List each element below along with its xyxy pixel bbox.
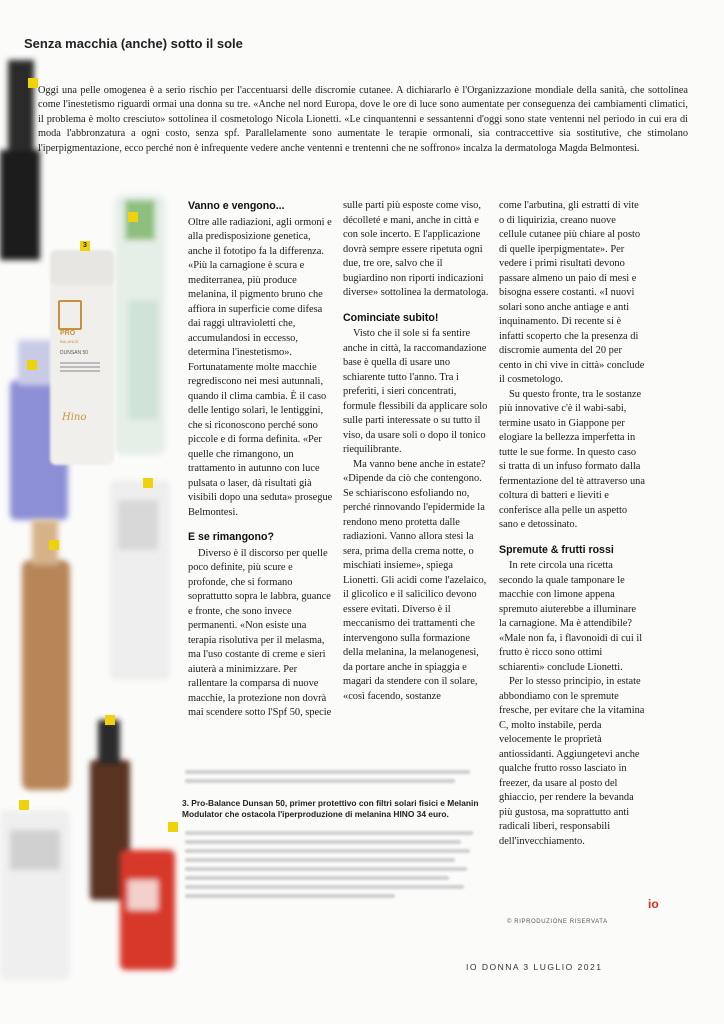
paragraph: come l'arbutina, gli estratti di vite o di liquirizia, creano nuove cellule cutanee più chiare al posto di quelle iperpigmentate». Per vedere i primi risultati devono passare almeno un paio di mesi e bisogna essere costanti. «I nuovi solari sono anche antiage e anti inquinamento. Di recente si è infatti scoperto che la presenza di discromie aumenta del 20 per cento in chi vive in città» conclude il cosmetologo. — [499, 200, 645, 385]
column-2 — [343, 199, 490, 704]
heading-cominciate-subito: Cominciate subito! — [343, 311, 439, 324]
paragraph: Oltre alle radiazioni, agli ormoni e alla predisposizione genetica, anche il fototipo fa la differenza. «Più la carnagione è scura e mediterranea, più produce melanina, il pigmento bruno che affiora in superficie come difesa dai raggi ultravioletti che, accumulandosi in eccesso, determina l'inestetismo». Fortunatamente molte macchie regrediscono nei mesi autunnali, quando il clima cambia. È il caso delle lentigo solari, le lentiggini, che si riconoscono perché sono piccole e di forma definita. «Per quelle che rimangono, un trattamento in autunno con luce pulsata o laser, dà risultati già visibili dopo una seduta» prosegue Belmontesi. — [188, 216, 333, 518]
product-badge — [128, 212, 138, 222]
product-badge — [105, 715, 115, 725]
product-script: Hino — [62, 412, 87, 423]
paragraph: sulle parti più esposte come viso, décolleté e mani, anche in città e con sole incerto. E l'applicazione dovrà sempre essere ripetuta ogni due, tre ore, salvo che il bugiardino non riporti indicazioni diverse» sottolinea la dermatologa. — [343, 200, 489, 298]
paragraph: Su questo fronte, tra le sostanze più innovative c'è il wabi-sabi, termine usato in Giappone per elogiare la bellezza imperfetta in tutte le sue forme. In questo caso si tratta di un infuso formato dalla fermentazione del tè attraverso una coltura di batteri e lieviti e conferisce alla pelle un aspetto sano e detossinato. — [499, 388, 645, 530]
featured-product-label — [50, 288, 114, 458]
blurred-caption-block — [185, 826, 485, 916]
product-number-badge: 3 — [80, 241, 90, 251]
product-badge — [168, 822, 178, 832]
heading-e-se-rimangono: E se rimangono? — [188, 531, 274, 543]
page-footer: IO DONNA 3 LUGLIO 2021 — [466, 962, 603, 972]
rights-notice: © RIPRODUZIONE RISERVATA — [507, 919, 608, 925]
paragraph: Per lo stesso principio, in estate abbondiamo con le spremute fresche, per evitare che la vitamina C, molto instabile, perda velocemente le proprietà antiossidanti. Aggiungetevi anche qualche frutto rosso lasciato in freezer, da usare al posto del ghiaccio, per rendere la bevanda più gustosa, ma soprattutto anti radicali liberi, responsabili dell'invecchiamento. — [499, 676, 645, 847]
io-logo: io — [648, 897, 659, 911]
intro-paragraph: Oggi una pelle omogenea è a serio rischio per l'accentuarsi delle discromie cutanee. A dichiararlo è l'Organizzazione mondiale della sanità, che sottolinea come l'inestetismo riguardi ormai una donna su tre. «Anche nel nord Europa, dove le ore di luce sono aumentate per conseguenza dei cambiamenti climatici, il problema è molto cresciuto» sottolinea il cosmetologo Nicola Lionetti. «Le cinquantenni e sessantenni d'oggi sono state ventenni nel periodo in cui era di moda l'abbronzatura a ogni costo, senza spf. Parallelamente sono aumentate le terapie ormonali, sia contraccettive sia sostitutive, che stimolano l'iperpigmentazione, ecco perché non è infrequente vedere anche ventenni e trentenni che ne soffrono» incalza la dermatologa Magda Belmontesi. — [38, 85, 688, 154]
heading-spremute-frutti-rossi: Spremute & frutti rossi — [499, 543, 614, 556]
product-name: DUNSAN 50 — [60, 350, 89, 356]
product-badge — [28, 78, 38, 88]
blurred-caption-block — [185, 765, 485, 795]
product-badge — [27, 360, 37, 370]
column-1 — [188, 199, 333, 721]
paragraph: Visto che il sole si fa sentire anche in città, la raccomandazione base è quella di usare uno schiarente tutto l'anno. Tra i preferiti, i sieri concentrati, formule flessibili da applicare solo sulle parti interessate o su tutto il viso, da usare soli o dopo il tonico riequilibrante. — [343, 328, 488, 455]
heading-vanno-e-vengono: Vanno e vengono... — [188, 200, 285, 212]
paragraph: Diverso è il discorso per quelle poco definite, più scure e profonde, che si formano soprattutto sopra le labbra, guance e fronte, che sono invece permanenti. «Non esiste una terapia risolutiva per il melasma, ma l'uso costante di creme e sieri aiuterà a minimizzare. Per rallentare la comparsa di nuove macchie, la protezione non dovrà mai scendere sotto l'Spf 50, specie — [188, 547, 332, 718]
product-logo-icon — [58, 300, 82, 330]
paragraph: Ma vanno bene anche in estate? «Dipende da ciò che contengono. Se schiariscono esfoliando no, perché rinnovando l'epidermide la rendono meno protetta dalle radiazioni. Vanno allora stesi la sera, prima della crema notte, o mischiati insieme», spiega Lionetti. Gli acidi come l'azelaico, il glicolico e il salicilico devono essere evitati. Diverso è il meccanismo dei trattamenti che intervengono sulla formazione della melanina, la melanogenesi, da portare anche in spiaggia e magari da stendere con il solare, «così facendo, sostanze — [343, 458, 487, 702]
section-title: Senza macchia (anche) sotto il sole — [24, 36, 243, 51]
product-badge — [143, 478, 153, 488]
product-brand-sub: BALANCE — [60, 339, 79, 344]
product-badge — [49, 540, 59, 550]
product-small-text — [60, 360, 100, 374]
product-caption: 3. Pro-Balance Dunsan 50, primer protettivo con filtri solari fisici e Melanin Modulator che ostacola l'iperproduzione di melanina HINO 34 euro. — [182, 798, 479, 819]
paragraph: In rete circola una ricetta secondo la quale tamponare le macchie con limone appena spremuto aiuterebbe a illuminare la carnagione. Ma è attendibile? «Male non fa, i flavonoidi di cui il frutto è ricco sono ottimi schiarenti» conclude Lionetti. — [499, 560, 643, 673]
product-brand-top: PRO — [60, 330, 76, 337]
column-3 — [499, 199, 645, 849]
product-badge — [19, 800, 29, 810]
